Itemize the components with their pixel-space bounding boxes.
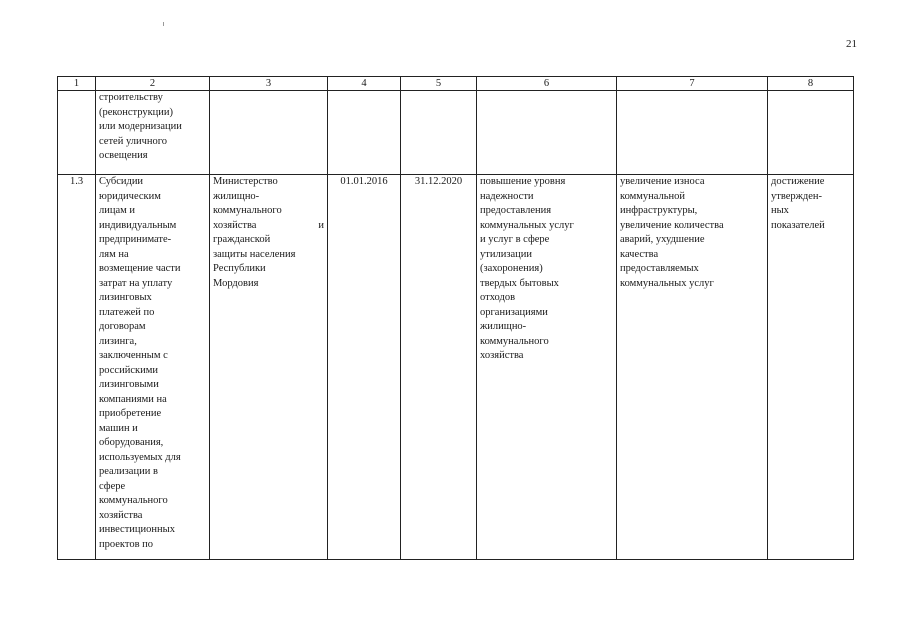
header-cell-4: 4 xyxy=(328,77,401,91)
cell-empty xyxy=(617,91,768,175)
cell-empty xyxy=(768,91,854,175)
executor-line-justified xyxy=(213,219,324,234)
cell-relation: достижение утвержден- ных показателей xyxy=(768,175,854,560)
executor-line: Министерство xyxy=(213,176,278,187)
cell-empty xyxy=(477,91,617,175)
cell-end-date: 31.12.2020 xyxy=(401,175,477,560)
page-number: 21 xyxy=(846,38,857,50)
header-cell-7: 7 xyxy=(617,77,768,91)
header-cell-2: 2 xyxy=(96,77,210,91)
cell-consequences: увеличение износа коммунальной инфраструктуры, увеличение количества аварий, ухудшение качества предоставляемых коммунальных услуг xyxy=(617,175,768,560)
executor-word: и xyxy=(318,219,324,231)
table-header-row xyxy=(58,77,854,91)
header-cell-3: 3 xyxy=(210,77,328,91)
cell-row-number: 1.3 xyxy=(58,175,96,560)
header-cell-8: 8 xyxy=(768,77,854,91)
table-row-continuation xyxy=(58,91,854,175)
executor-rest: гражданской защиты населения Республики Мордовия xyxy=(213,234,296,289)
cell-empty xyxy=(328,91,401,175)
executor-line: жилищно- xyxy=(213,190,260,202)
cell-executor xyxy=(210,175,328,560)
cell-measure-continuation: строительству (реконструкции) или модернизации сетей уличного освещения xyxy=(96,91,210,175)
cell-empty xyxy=(210,91,328,175)
executor-line: коммунального xyxy=(213,205,282,216)
cell-measure: Субсидии юридическим лицам и индивидуальным предпринимате- лям на возмещение части затрат на уплату лизинговых платежей по договорам лизинга, заключенным с российскими лизинговыми компаниями на приобретение машин и оборудования, используемых для реализации в сфере коммунального хозяйства инвестиционных проектов по xyxy=(96,175,210,560)
table-row-1-3 xyxy=(58,175,854,560)
cell-empty xyxy=(58,91,96,175)
cell-start-date: 01.01.2016 xyxy=(328,175,401,560)
header-cell-1: 1 xyxy=(58,77,96,91)
scan-mark xyxy=(163,22,164,26)
header-cell-5: 5 xyxy=(401,77,477,91)
executor-word: хозяйства xyxy=(213,219,257,231)
cell-empty xyxy=(401,91,477,175)
program-measures-table xyxy=(57,76,854,560)
header-cell-6: 6 xyxy=(477,77,617,91)
cell-expected-result: повышение уровня надежности предоставления коммунальных услуг и услуг в сфере утилизации (захоронения) твердых бытовых отходов организациями жилищно- коммунального хозяйства xyxy=(477,175,617,560)
